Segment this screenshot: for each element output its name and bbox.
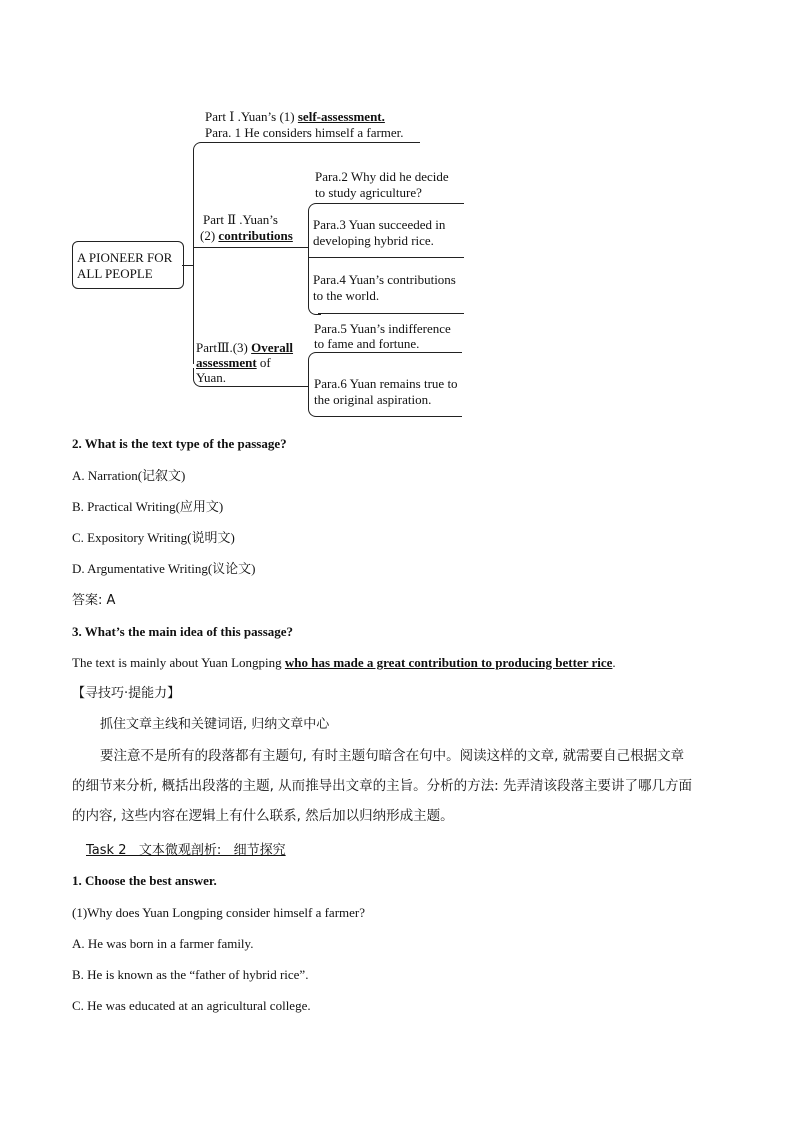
part3-answer2: assessment	[196, 355, 257, 370]
q2-option-b: B. Practical Writing(应用文)	[72, 499, 224, 514]
part1-prefix: Part Ⅰ .Yuan’s (1)	[205, 109, 298, 124]
part2-branch-line	[308, 218, 309, 300]
part2-label-line2	[200, 228, 293, 244]
task2-option-b: B. He is known as the “father of hybrid rice”.	[72, 967, 309, 982]
part3-label-line3: Yuan.	[196, 370, 226, 385]
para5-line2: to fame and fortune.	[314, 336, 420, 351]
tips-para-line3: 的内容, 这些内容在逻辑上有什么联系, 然后加以归纳形成主题。	[72, 808, 454, 824]
q3-question: 3. What’s the main idea of this passage?	[72, 624, 294, 639]
q2-option-d: D. Argumentative Writing(议论文)	[72, 561, 256, 576]
tips-para-line2: 的细节来分析, 概括出段落的主题, 从而推导出文章的主旨。分析的方法: 先弄清该段落主要讲了哪几方面	[72, 778, 693, 794]
task2-q1-stem: (1)Why does Yuan Longping consider himself a farmer?	[72, 905, 366, 920]
part2-label-line1: Part Ⅱ .Yuan’s	[203, 212, 278, 227]
task2-option-c: C. He was educated at an agricultural college.	[72, 998, 311, 1013]
para4-line2: to the world.	[313, 288, 380, 303]
part1-answer: self-assessment.	[297, 109, 385, 124]
part3-underline	[205, 386, 308, 387]
task2-option-a: A. He was born in a farmer family.	[72, 936, 254, 951]
q2-answer: 答案: A	[72, 593, 116, 608]
part3-branch-line	[308, 367, 309, 401]
part1-label	[205, 109, 385, 125]
part1-para: Para. 1 He considers himself a farmer.	[205, 125, 404, 140]
para6-line2: the original aspiration.	[314, 392, 432, 407]
part3-of: of	[256, 355, 271, 370]
tips-paragraph	[72, 741, 732, 831]
q2-question: 2. What is the text type of the passage?	[72, 436, 287, 451]
q3-answer-prefix: The text is mainly about Yuan Longping	[72, 655, 285, 670]
q2-option-a: A. Narration(记叙文)	[72, 468, 186, 483]
part2-answer: contributions	[218, 228, 293, 243]
trunk-line	[193, 160, 194, 364]
para2-line1: Para.2 Why did he decide	[315, 169, 449, 184]
part1-underline	[204, 142, 420, 143]
tips-line1: 抓住文章主线和关键词语, 归纳文章中心	[100, 717, 330, 732]
tips-para-line1: 要注意不是所有的段落都有主题句, 有时主题句暗含在句中。阅读这样的文章, 就需要自己根据文章	[100, 748, 685, 764]
para6-underline	[318, 416, 462, 417]
para4-line1: Para.4 Yuan’s contributions	[313, 272, 456, 287]
para3-line1: Para.3 Yuan succeeded in	[313, 217, 446, 232]
part2-underline	[194, 247, 308, 248]
q2-option-c: C. Expository Writing(说明文)	[72, 530, 235, 545]
para3-line2: developing hybrid rice.	[313, 233, 434, 248]
tips-heading: 【寻技巧·提能力】	[72, 686, 181, 701]
para6-line1: Para.6 Yuan remains true to	[314, 376, 458, 391]
part3-answer1: Overall	[251, 340, 294, 355]
q3-answer	[72, 655, 616, 671]
para5-line1: Para.5 Yuan’s indifference	[314, 321, 451, 336]
para4-underline	[318, 313, 464, 314]
q3-answer-underlined: who has made a great contribution to producing better rice	[284, 655, 613, 670]
para3-underline	[310, 257, 464, 258]
para2-line2: to study agriculture?	[315, 185, 422, 200]
root-node-line1: A PIONEER FOR	[77, 250, 173, 265]
part2-prefix: (2)	[200, 228, 219, 243]
part3-prefix: PartⅢ.(3)	[196, 340, 252, 355]
part3-branch-top-curve	[308, 352, 321, 369]
trunk-top-curve	[193, 142, 206, 163]
part3-label-line2	[196, 355, 271, 371]
para2-underline	[318, 203, 464, 204]
task2-q1-heading: 1. Choose the best answer.	[72, 873, 217, 888]
part3-label-line1	[196, 340, 293, 356]
q3-answer-suffix: .	[612, 655, 616, 670]
task2-title: Task 2 文本微观剖析: 细节探究	[86, 843, 286, 858]
root-node-line2: ALL PEOPLE	[77, 266, 153, 281]
para5-underline	[318, 352, 462, 353]
